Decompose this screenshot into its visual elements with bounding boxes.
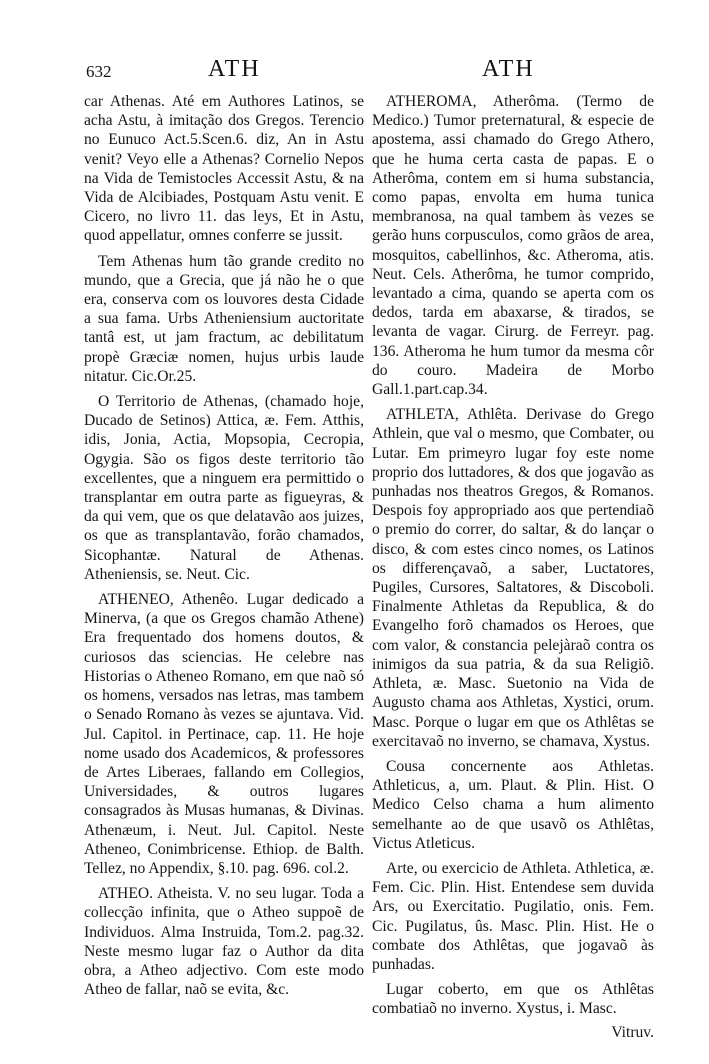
right-column — [372, 92, 654, 1048]
entry-xystus: Lugar coberto, em que os Athlêtas combatiaõ no inverno. Xystus, i. Masc. — [372, 981, 654, 1018]
entry-athletica: Arte, ou exercicio de Athleta. Athletica, æ. Fem. Cic. Plin. Hist. Entendese sem duvida Ars, ou Exercitatio. Pugilatio, onis. Fem. Cic. Pugilatus, ûs. Masc. Plin. Hist. He o combate dos Athlêtas, que jogavaõ às punhadas. — [372, 859, 654, 973]
entry-atheroma: ATHEROMA, Atherôma. (Termo de Medico.) Tumor preternatural, & especie de apostema, assi chamado do Grego Athero, que he huma certa casta de papas. E o Atherôma, contem em si huma substancia, como papas, envolta em huma tunica membranosa, na qual tambem às vezes se gerão huns corpusculos, como grãos de area, mosquitos, cabellinhos, &c. Atheroma, atis. Neut. Cels. Atherôma, he tumor comprido, levantado a cima, quando se aperta com os dedos, tarda em abaxarse, & tirados, se levanta de vagar. Cirurg. de Ferreyr. pag. 136. Atheroma he hum tumor da mesma côr do couro. Madeira de Morbo Gall.1.part.cap.34. — [372, 93, 654, 399]
left-column — [84, 92, 364, 1005]
closing-reference: Vitruv. — [611, 1023, 654, 1041]
page-header — [0, 44, 709, 84]
entry-atheneo: ATHENEO, Athenêo. Lugar dedicado a Minerva, (a que os Gregos chamão Athene) Era frequentado dos homens doutos, & curiosos das sciencias. He celebre nas Historias o Atheneo Romano, em que naõ só os homens, versados nas letras, mas tambem o Senado Romano às vezes se ajuntava. Vid. Jul. Capitol. in Pertinace, cap. 11. He hoje nome usado dos Academicos, & professores de Artes Liberaes, fallando em Collegios, Universidades, & outros lugares consagrados às Musas humanas, & Divinas. Athenæum, i. Neut. Jul. Capitol. Neste Atheneo, Conimbricense. Ethiop. de Balth. Tellez, no Appendix, §.10. pag. 696. col.2. — [84, 591, 364, 877]
entry-athenas-territory: O Territorio de Athenas, (chamado hoje, Ducado de Setinos) Attica, æ. Fem. Atthis, idis, Jonia, Actia, Mopsopia, Cecropia, Ogygia. São os figos deste territorio tão excellentes, que a ninguem era permittido o transplantar em outra parte as figueyras, & da qui vem, que os que delatavão aos juizes, os que as transplantavão, forão chamados, Sicophantæ. Natural de Athenas. Atheniensis, se. Neut. Cic. — [84, 393, 364, 583]
entry-athleta: ATHLETA, Athlêta. Derivase do Grego Athlein, que val o mesmo, que Combater, ou Lutar. Em primeyro lugar foy este nome proprio dos luttadores, & dos que jogavão as punhadas nos theatros Gregos, & Romanos. Despois foy appropriado aos que pertendiaõ o premio do correr, do saltar, & do lançar o disco, & com estes cinco nomes, os Latinos os differençavaõ, a saber, Luctatores, Pugiles, Cursores, Saltatores, & Discoboli. Finalmente Athletas da Republica, & do Evangelho forõ chamados os Heroes, que com valor, & constancia pelejàraõ contra os inimigos da sua patria, & da sua Religiõ. Athleta, æ. Masc. Suetonio na Vida de Augusto chama aos Athletas, Xystici, orum. Masc. Porque o lugar em que os Athlêtas se exercitavaõ no inverno, se chamava, Xystus. — [372, 406, 654, 750]
running-head-left: ATH — [208, 56, 261, 82]
entry-athenas-continued: car Athenas. Até em Authores Latinos, se acha Astu, à imitação dos Gregos. Terencio no Eunuco Act.5.Scen.6. diz, An in Astu venit? Veyo elle a Athenas? Cornelio Nepos na Vida de Temistocles Accessit Astu, & na Vida de Alcibiades, Postquam Astu venit. E Cicero, no livro 11. das leys, Et in Astu, quod appellatur, omnes conferre se jussit. — [84, 93, 364, 245]
entry-atheo: ATHEO. Atheista. V. no seu lugar. Toda a collecção infinita, que o Atheo suppoẽ de Individuos. Alma Instruida, Tom.2. pag.32. Neste mesmo lugar faz o Author da dita obra, a Atheo adjectivo. Com este modo Atheo de fallar, naõ se evita, &c. — [84, 885, 364, 999]
page-number: 632 — [86, 62, 112, 81]
running-head-right: ATH — [482, 56, 535, 82]
entry-athleticus: Cousa concernente aos Athletas. Athleticus, a, um. Plaut. & Plin. Hist. O Medico Celso chama a hum alimento semelhante ao de que usavõ os Athlêtas, Victus Atleticus. — [372, 757, 654, 852]
entry-athenas-credit: Tem Athenas hum tão grande credito no mundo, que a Grecia, que já não he o que era, conserva com os louvores desta Cidade a sua fama. Urbs Atheniensium auctoritate tantâ est, ut jam fractum, ac debilitatum propè Græciæ nomen, hujus urbis laude nitatur. Cic.Or.25. — [84, 252, 364, 385]
